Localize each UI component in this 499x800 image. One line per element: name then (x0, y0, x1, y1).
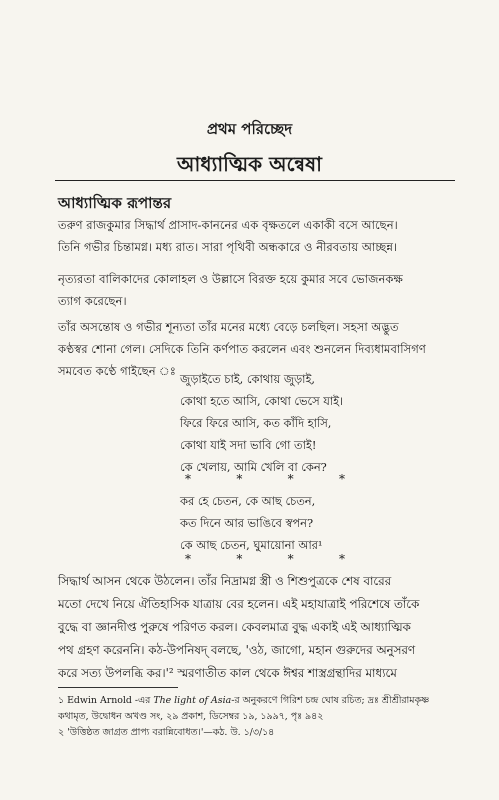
footnote-line (58, 693, 458, 709)
paragraph-line: মতো দেখে নিয়ে ঐতিহাসিক যাত্রায় বের হলেন। এই মহাযাত্রাই পরিশেষে তাঁকে (58, 597, 420, 611)
footnote-line: ২ 'উত্তিষ্ঠত জাগ্রত প্রাপ্য বরান্নিবোধত।'—কঠ. উ. ১/৩/১৪ (58, 727, 275, 738)
footnote-line: কথামৃত, উদ্বোধন অখণ্ড সং, ২৯ প্রকাশ, ডিসেম্বর ১৯, ১৯৯৭, পৃঃ ৯৪২ (58, 711, 324, 722)
paragraph-line: সিদ্ধার্থ আসন থেকে উঠলেন। তাঁর নিদ্রামগ্ন স্ত্রী ও শিশুপুত্রকে শেষ বারের (58, 574, 392, 588)
chapter-title: আধ্যাত্মিক অন্বেষা (177, 152, 322, 176)
footnote-text: -র অনুকরণে গিরিশ চন্দ্র ঘোষ রচিত; দ্রঃ শ্রীশ্রীরামকৃষ্ণ (231, 695, 430, 706)
paragraph-line: বুদ্ধে বা জ্ঞানদীপ্ত পুরুষে পরিণত করল। কেবলমাত্র বুদ্ধ একাই এই আধ্যাত্মিক (58, 620, 411, 634)
poem-line: কে আছ চেতন, ঘুমায়োনা আর¹ (180, 538, 323, 552)
paragraph-line: পথ গ্রহণ করেননি। কঠ-উপনিষদ্ বলছে, 'ওঠ, জাগো, মহান গুরুদের অনুসরণ (58, 643, 415, 657)
paragraph-line: করে সত্য উপলব্ধি কর।'² স্মরণাতীত কাল থেকে ঈশ্বর শাস্ত্রগ্রন্থাদির মাধ্যমে (58, 666, 397, 680)
asterisk: * (185, 472, 191, 486)
poem-line: ফিরে ফিরে আসি, কত কাঁদি হাসি, (180, 416, 332, 430)
poem-stanza-2 (180, 490, 322, 556)
poem-stanza-1 (180, 368, 343, 478)
paragraph-line: সমবেত কণ্ঠে গাইছেন ঃ (58, 364, 176, 378)
paragraph-line: তিনি গভীর চিন্তামগ্ন। মধ্য রাত। সারা পৃথিবী অন্ধকারে ও নীরবতায় আচ্ছন্ন। (58, 240, 398, 254)
title-underline (55, 180, 455, 181)
chapter-heading: প্রথম পরিচ্ছেদ (206, 120, 293, 138)
asterisk: * (185, 552, 191, 566)
poem-line: কোথা যাই সদা ভাবি গো তাই! (180, 438, 317, 452)
paragraph-line: কণ্ঠস্বর শোনা গেল। সেদিকে তিনি কর্ণপাত করলেন এবং শুনলেন দিব্যধামবাসিগণ (58, 342, 426, 356)
footnote-text: ১ Edwin Arnold -এর (58, 695, 154, 706)
paragraph-4 (58, 570, 453, 685)
footnote-rule (58, 687, 178, 688)
paragraph-line: নৃত্যরতা বালিকাদের কোলাহল ও উল্লাসে বিরক্ত হয়ে কুমার সবে ভোজনকক্ষ (58, 272, 403, 286)
paragraph-line: তরুণ রাজকুমার সিদ্ধার্থ প্রাসাদ-কাননের এক বৃক্ষতলে একাকী বসে আছেন। (58, 218, 398, 232)
paragraph-line: ত্যাগ করেছেন। (58, 294, 127, 308)
asterisk: * (287, 472, 294, 486)
poem-line: জুড়াইতে চাই, কোথায় জুড়াই, (180, 372, 315, 386)
paragraph-1 (58, 214, 453, 258)
poem-line: কর হে চেতন, কে আছ চেতন, (180, 494, 316, 508)
poem-line: কে খেলায়, আমি খেলি বা কেন? (180, 460, 327, 474)
asterisk: * (236, 472, 243, 486)
asterisk: * (338, 552, 345, 566)
paragraph-2 (58, 268, 453, 312)
poem-line: কত দিনে আর ভাঙিবে স্বপন? (180, 516, 314, 530)
footnote-2 (58, 725, 458, 741)
paragraph-line: তাঁর অসন্তোষ ও গভীর শূন্যতা তাঁর মনের মধ্যে বেড়ে চলছিল। সহসা অদ্ভুত (58, 320, 399, 334)
asterisk: * (236, 552, 243, 566)
section-heading: আধ্যাত্মিক রূপান্তর (58, 194, 172, 212)
asterisk: * (338, 472, 345, 486)
asterisk: * (287, 552, 294, 566)
footnote-1 (58, 693, 458, 725)
stanza-separator (185, 552, 345, 566)
poem-line: কোথা হতে আসি, কোথা ভেসে যাই। (180, 394, 344, 408)
book-title: The light of Asia (153, 695, 232, 706)
stanza-separator (185, 472, 345, 486)
